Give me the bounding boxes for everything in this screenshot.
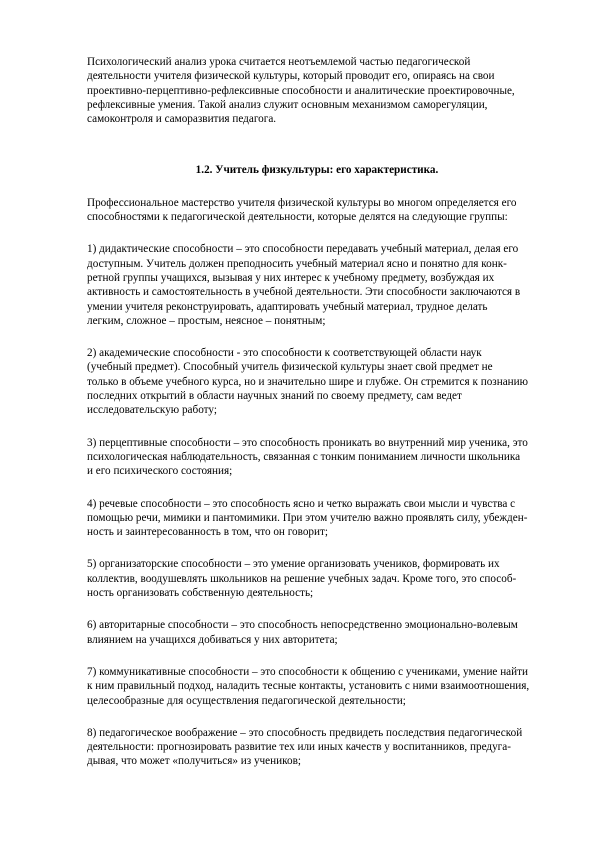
list-item — [87, 436, 547, 479]
text-line: 7) коммуникативные способности – это способности к общению с учениками, умение найти — [87, 665, 529, 678]
list-item — [87, 242, 547, 328]
list-item — [87, 346, 547, 417]
text-line: 1) дидактические способности – это способности передавать учебный материал, делая его — [87, 243, 519, 256]
text-line: коллектив, воодушевлять школьников на решение учебных задач. Кроме того, это способ- — [87, 572, 517, 585]
text-line: доступным. Учитель должен преподносить учебный материал ясно и понятно для конк- — [87, 257, 507, 270]
section-heading: 1.2. Учитель физкультуры: его характеристика. — [195, 164, 439, 177]
text-line: ность организовать собственную деятельность; — [87, 587, 314, 600]
text-line: активность и самостоятельность в учебной деятельности. Эти способности заключаются в — [87, 286, 521, 299]
lead-paragraph — [87, 196, 547, 225]
text-line: 3) перцептивные способности – это способность проникать во внутренний мир ученика, это — [87, 436, 528, 449]
text-line: помощью речи, мимики и пантомимики. При этом учителю важно проявлять силу, убежден- — [87, 511, 528, 524]
list-item — [87, 557, 547, 600]
text-line: последних открытий в области научных знаний по своему предмету, сам ведет — [87, 390, 462, 403]
list-item — [87, 665, 547, 708]
text-line: проективно-перцептивно-рефлексивные способности и аналитические проектировочные, — [87, 84, 515, 97]
text-line: легким, сложное – простым, неясное – понятным; — [87, 314, 326, 327]
text-line: (учебный предмет). Способный учитель физической культуры знает свой предмет не — [87, 361, 493, 374]
text-line: дывая, что может «получиться» из учеников; — [87, 755, 301, 768]
text-line: рефлексивные умения. Такой анализ служит основным механизмом саморегуляции, — [87, 98, 488, 111]
text-line: Психологический анализ урока считается неотъемлемой частью педагогической — [87, 56, 471, 68]
text-line: 4) речевые способности – это способность ясно и четко выражать свои мысли и чувства с — [87, 497, 516, 510]
text-line: психологическая наблюдательность, связанная с тонким пониманием личности школьника — [87, 450, 521, 463]
text-line: влиянием на учащихся добиваться у них авторитета; — [87, 633, 338, 646]
text-line: и его психического состояния; — [87, 465, 233, 478]
text-line: 5) организаторские способности – это умение организовать учеников, формировать их — [87, 558, 500, 571]
text-line: 6) авторитарные способности – это способность непосредственно эмоционально-волевым — [87, 619, 518, 632]
document-page — [87, 55, 547, 769]
text-line: ность и заинтересованность в том, что он говорит; — [87, 526, 329, 539]
text-line: деятельности: прогнозировать развитие тех или иных качеств у воспитанников, предуга- — [87, 741, 511, 754]
text-line: умении учителя реконструировать, адаптировать учебный материал, трудное делать — [87, 300, 488, 313]
text-line: способностями к педагогической деятельности, которые делятся на следующие группы: — [87, 211, 508, 224]
text-line: к ним правильный подход, наладить тесные контакты, установить с ними взаимоотношения, — [87, 680, 530, 693]
text-line: исследовательскую работу; — [87, 404, 217, 417]
list-item — [87, 726, 547, 769]
text-line: только в объеме учебного курса, но и значительно шире и глубже. Он стремится к познанию — [87, 375, 528, 388]
text-line: деятельности учителя физической культуры, который проводит его, опираясь на свои — [87, 70, 495, 83]
text-line: целесообразные для осуществления педагогической деятельности; — [87, 694, 406, 707]
list-item — [87, 618, 547, 647]
text-line: самоконтроля и саморазвития педагога. — [87, 113, 277, 126]
text-line: ретной группы учащихся, вызывая у них интерес к учебному предмету, возбуждая их — [87, 271, 495, 284]
list-item — [87, 497, 547, 540]
text-line: Профессиональное мастерство учителя физической культуры во многом определяется его — [87, 196, 517, 209]
text-line: 8) педагогическое воображение – это способность предвидеть последствия педагогической — [87, 726, 523, 739]
text-line: 2) академические способности - это способности к соответствующей области наук — [87, 347, 482, 360]
intro-paragraph — [87, 55, 547, 126]
